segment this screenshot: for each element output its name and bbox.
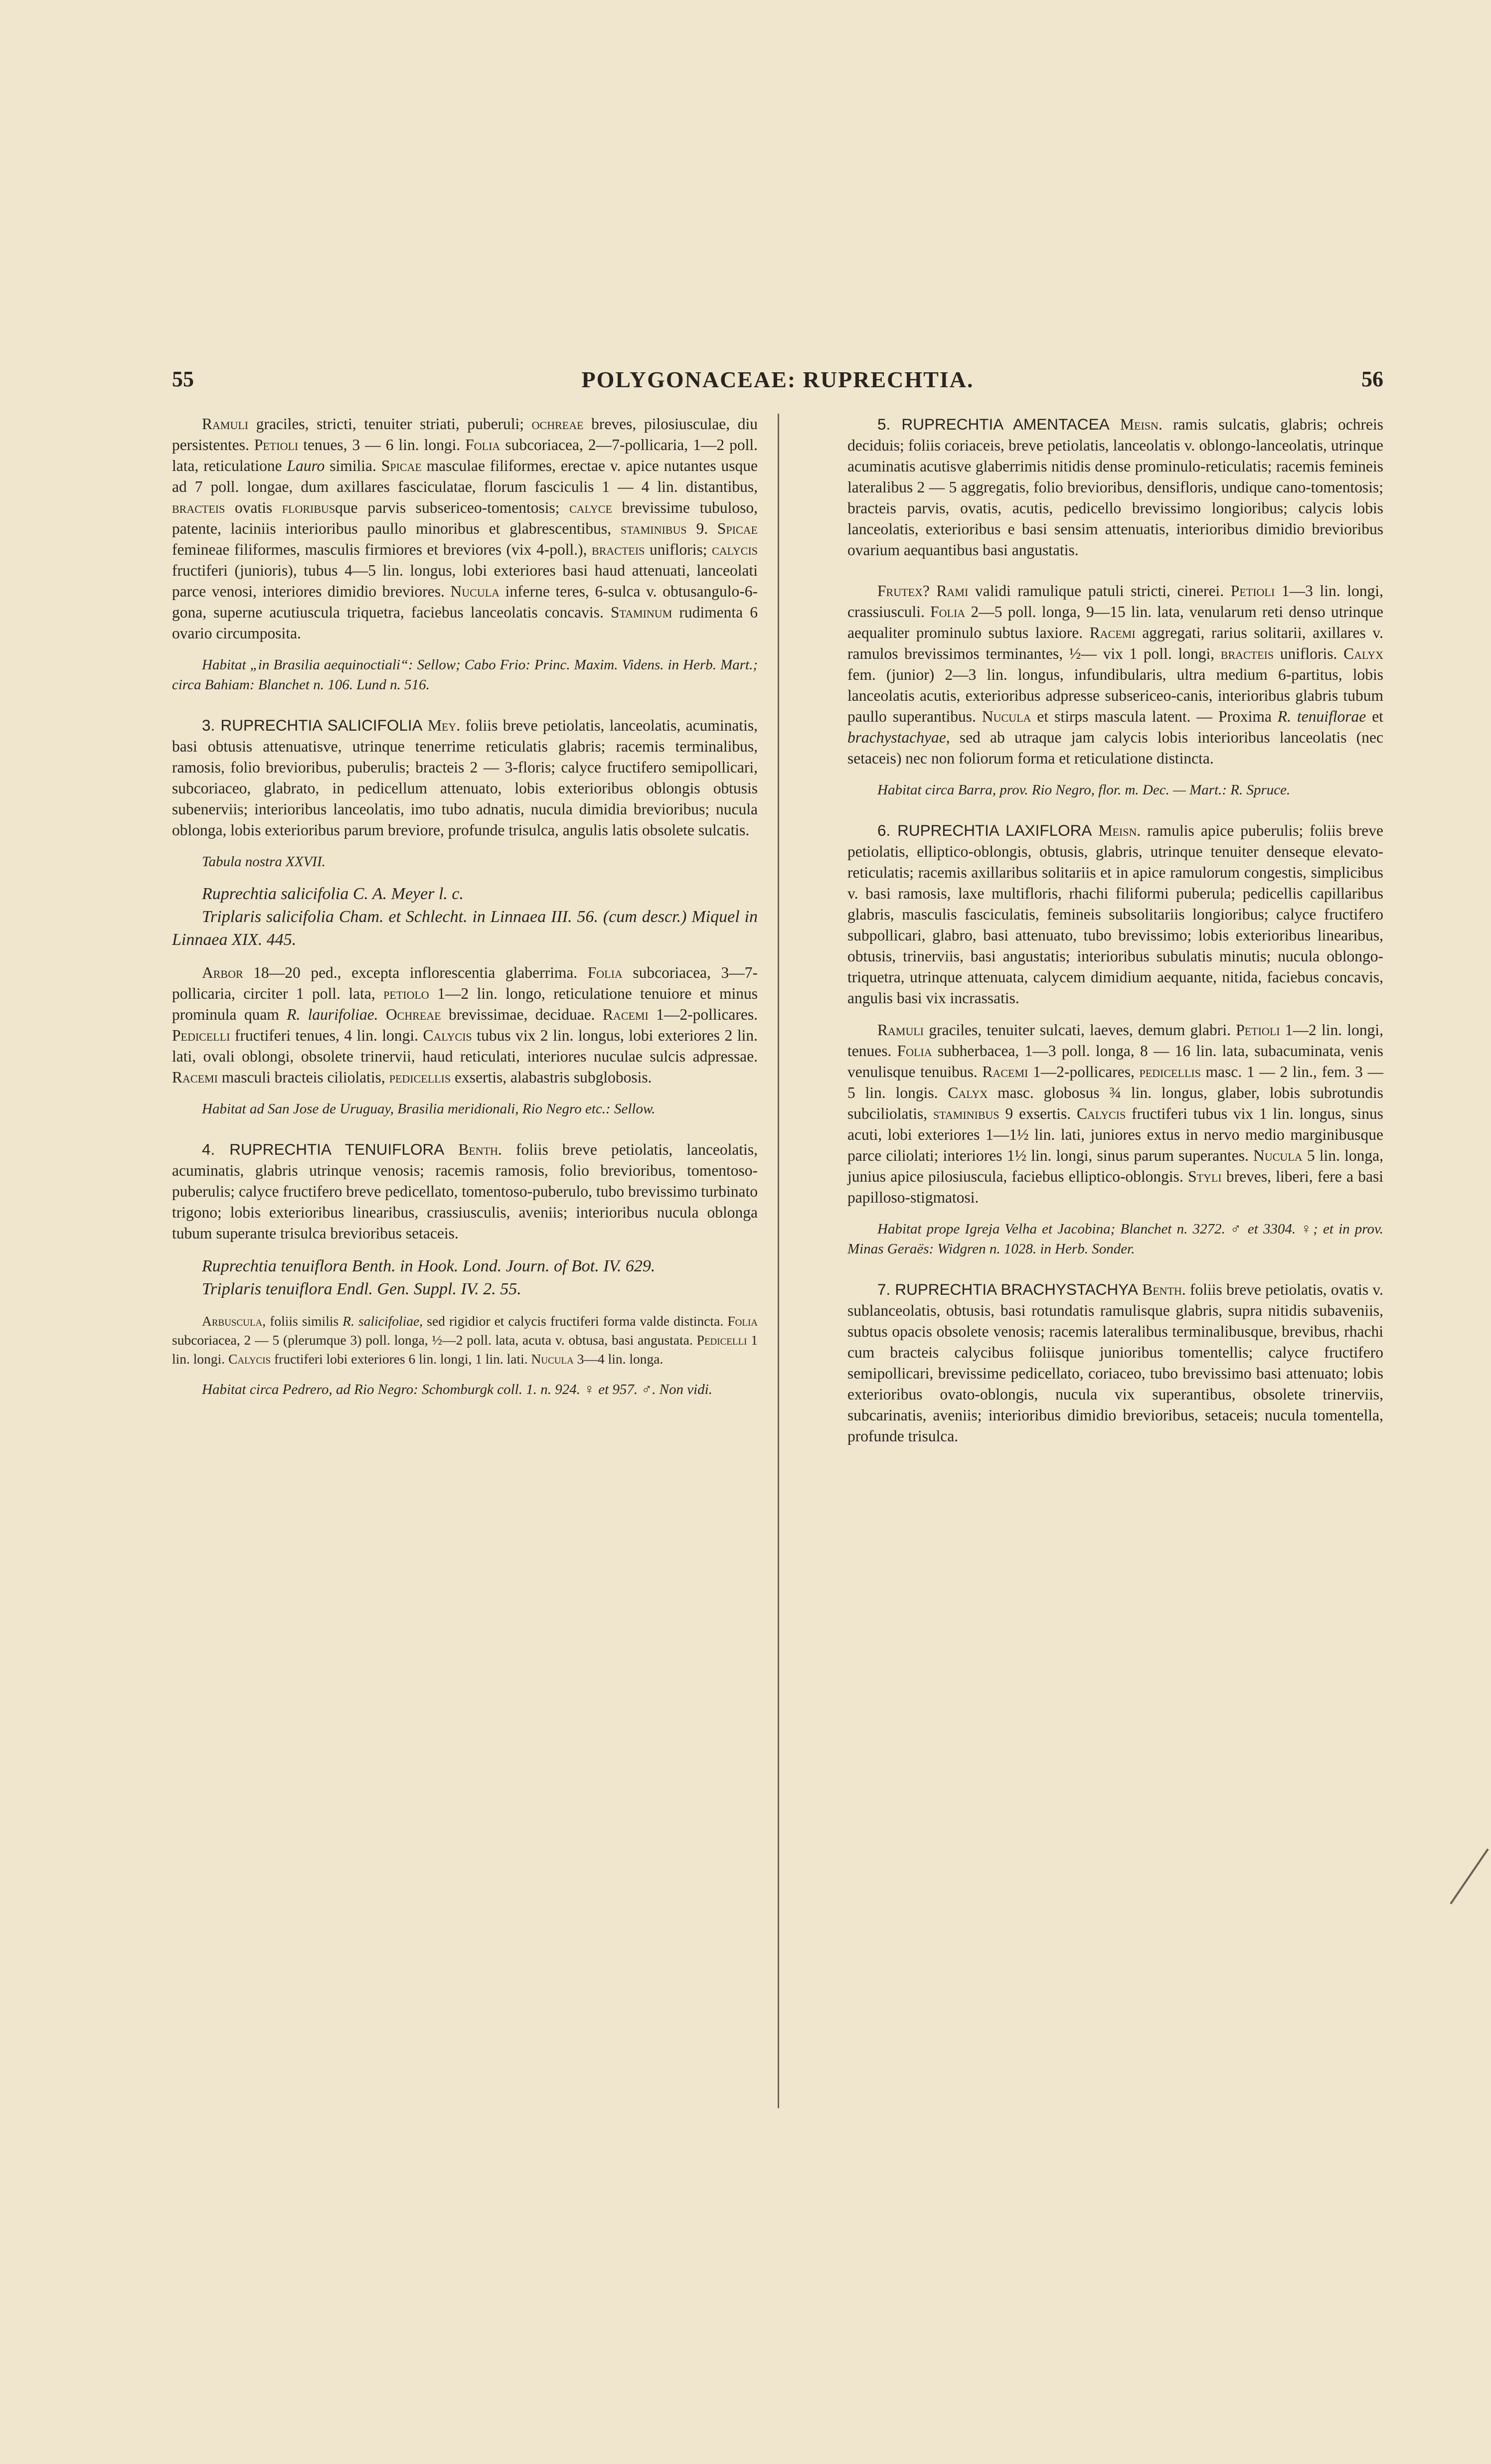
term: ochreae	[531, 415, 584, 433]
term: Folia	[727, 1313, 758, 1329]
term: pedicellis	[389, 1069, 451, 1086]
text-run: ?	[922, 582, 937, 600]
plate-reference: Tabula nostra XXVII.	[202, 854, 326, 870]
term: calycis	[712, 541, 758, 558]
species-5-description	[847, 581, 1383, 769]
taxon-name: R. laurifoliae.	[287, 1006, 378, 1023]
text-run: aggregati, rarius solitarii, axillares v. ramulos brevissimos terminantes, ½— vix 1 poll. longi,	[847, 624, 1383, 662]
text-run: 5 lin. longa, junius apice pilosiuscula, faciebus elliptico-oblongis.	[847, 1147, 1383, 1185]
term: Calyx	[948, 1084, 988, 1101]
species-5-author: Meisn.	[1120, 416, 1162, 433]
text-run: 1—2-pollicares,	[1028, 1063, 1140, 1080]
species-6-text: ramulis apice puberulis; foliis breve petiolatis, elliptico-oblongis, obtusis, glabris, utrinque tenuiter denseque elevato-reticulatis; racemis axillaribus solitariis et in apice ramulorum congestis, simplicibus v. basi ramosis, laxe multifloris, rhachi filiformi puberula; pedicellis capillaribus glabris, masculis fasciculatis, femineis subsolitariis longioribus; calyce fructifero subpollicari, glabro, basi attenuato, tubo brevissimo; lobis exterioribus linearibus, obtusis, trinerviis, basi angustatis; interioribus subulatis minutis; nucula oblongo-triquetra, utrinque attenuata, calycem dimidium aequante, nitida, faciebus concavis, angulis basi vix incrassatis.	[847, 822, 1383, 1007]
term: pedicellis	[1139, 1063, 1201, 1080]
text-run: , sed ab utraque jam calycis lobis interioribus lanceolatis (nec setaceis) nec non foliorum forma et reticulatione distincta.	[847, 729, 1383, 767]
term: Calycis	[423, 1027, 472, 1044]
species-4-text: foliis breve petiolatis, lanceolatis, acuminatis, glabris utrinque venosis; racemis ramosis, folio brevioribus, tomentoso-puberulis; calyce fructifero breve pedicellato, tomentoso-puberulo, tubo brevissimo turbinato trigono; lobis exterioribus linearibus, crassiusculis, aveniis; interioribus nucula oblonga tubum superante trisulca brevioribus setaceis.	[172, 1141, 758, 1242]
text-run: brevissime tubuloso, patente, laciniis interioribus paullo minoribus et glabrescentibus,	[172, 499, 758, 537]
text-run: fructiferi (junioris), tubus 4—5 lin. longus, lobi exteriores basi haud attenuati, lanceolati parce venosi, interiores dimidio breviores.	[172, 562, 758, 600]
text-run: 3—4 lin. longa.	[573, 1351, 663, 1367]
text-run: subcoriacea, 2—7-pollicaria, 1—2 poll. lata, reticulatione	[172, 436, 758, 474]
term: Racemi	[1089, 624, 1136, 641]
column-divider	[778, 414, 779, 2108]
species-3-description	[172, 962, 758, 1088]
species-4-heading: 4. RUPRECHTIA TENUIFLORA	[202, 1140, 445, 1158]
term: Folia	[897, 1042, 932, 1060]
text-run: breves, liberi, fere a basi papilloso-stigmatosi.	[847, 1168, 1383, 1206]
text-run: unifloris.	[1274, 645, 1344, 662]
term: Racemi	[982, 1063, 1028, 1080]
term: Racemi	[172, 1069, 218, 1086]
text-run: que parvis subsericeo-tomentosis;	[335, 499, 570, 516]
species-4-diagnosis	[172, 1139, 758, 1244]
species-4-description	[172, 1312, 758, 1369]
text-run: et	[1366, 708, 1383, 725]
text-run: 1—3 lin. longi, crassiusculi.	[847, 582, 1383, 620]
term: Ochreae	[385, 1006, 441, 1023]
term: staminibus	[620, 520, 687, 537]
text-run: 1 lin. longi.	[172, 1332, 758, 1367]
text-run: graciles, tenuiter sulcati, laeves, demum glabri.	[924, 1021, 1236, 1039]
text-run: fructiferi tenues, 4 lin. longi.	[230, 1027, 423, 1044]
text-run: , sed rigidior et calycis fructiferi forma valde distincta.	[419, 1313, 728, 1329]
term: calyce	[569, 499, 612, 516]
term: Racemi	[602, 1006, 649, 1023]
text-run: masculae filiformes, erectae v. apice nutantes usque ad 7 poll. longae, dum axillares fasciculatae, florum fasciculis 1 — 4 lin. distantibus,	[172, 457, 758, 495]
species-3-author: Mey.	[427, 717, 461, 734]
species-6-author: Meisn.	[1098, 822, 1141, 839]
term: Arbor	[202, 964, 243, 981]
term: Pedicelli	[172, 1027, 230, 1044]
term: floribus	[282, 499, 335, 516]
term: Folia	[930, 603, 966, 620]
term: Rami	[936, 582, 969, 600]
term: Nucula	[982, 708, 1031, 725]
term: Folia	[587, 964, 623, 981]
page-title: POLYGONACEAE: RUPRECHTIA.	[581, 367, 974, 392]
term: Styli	[1188, 1168, 1222, 1185]
page-number-left: 55	[172, 367, 194, 391]
text-run: 9.	[686, 520, 717, 537]
pencil-mark	[1446, 1844, 1491, 1909]
species-4-author: Benth.	[458, 1141, 502, 1158]
text-run: 18—20 ped., excepta inflorescentia glaberrima.	[243, 964, 588, 981]
text-run: breves, pilosiusculae, diu persistentes.	[172, 415, 758, 454]
ramuli-description	[172, 414, 758, 644]
term: Staminum	[610, 604, 672, 621]
species-5-diagnosis	[847, 414, 1383, 561]
species-6-heading: 6. RUPRECHTIA LAXIFLORA	[877, 821, 1092, 839]
taxon-name: brachystachyae	[847, 729, 946, 746]
text-run: masc. 1 — 2 lin., fem. 3 — 5 lin. longis.	[847, 1063, 1384, 1101]
term: staminibus	[933, 1105, 999, 1122]
text-run: rudimenta 6 ovario circumposita.	[172, 604, 758, 642]
term: Nucula	[1253, 1147, 1303, 1164]
text-run: , foliis similis	[262, 1313, 343, 1329]
species-3-heading: 3. RUPRECHTIA SALICIFOLIA	[202, 716, 423, 734]
term: Nucula	[531, 1351, 574, 1367]
text-run: graciles, stricti, tenuiter striati, puberuli;	[248, 415, 532, 433]
text-run: fem. (junior) 2—3 lin. longus, infundibularis, ultra medium 6-partitus, lobis lanceolatis acutis, exterioribus adpresse subsericeo-canis, interioribus glabris tubum paullo superantibus.	[847, 666, 1383, 725]
term: Folia	[465, 436, 500, 454]
text-run: tenues, 3 — 6 lin. longi.	[298, 436, 466, 454]
species-7-text: foliis breve petiolatis, ovatis v. sublanceolatis, obtusis, basi rotundatis ramulisque glabris, supra nitidis subaveniis, subtus opacis obsolete venosis; racemis lateralibus terminalibusque, brevibus, rhachi cum bracteis calycibus foliisque junioribus tomentellis; calyce fructifero semipollicari, brevissime pedicellato, coriaceo, tubo brevissimo basi attenuato; lobis exterioribus ovato-oblongis, nucula vix superantibus, obsolete trinerviis, subcarinatis, aveniis; interioribus dimidio brevioribus, setaceis; nucula tomentella, profunde trisulca.	[847, 1281, 1383, 1445]
species-5-text: ramis sulcatis, glabris; ochreis deciduis; foliis coriaceis, breve petiolatis, lanceolatis v. oblongo-lanceolatis, utrinque acuminatis acutisve glaberrimis nitidis dense prominulo-reticulatis; racemis femineis lateralibus 2 — 5 aggregatis, folio brevioribus, densifloris, undique cano-tomentosis; bracteis parvis, ovatis, acutis, pedicello brevissimo longioribus; calycis lobis lanceolatis, exterioribus e basi sensim attenuatis, interioribus dimidio brevioribus ovarium aequantibus basi angustatis.	[847, 416, 1383, 559]
synonym: Triplaris tenuiflora Endl. Gen. Suppl. IV. 2. 55.	[202, 1280, 521, 1298]
text-run: unifloris;	[645, 541, 712, 558]
term: bracteis	[172, 499, 225, 516]
term: Nucula	[450, 583, 500, 600]
habitat-note: Habitat circa Pedrero, ad Rio Negro: Schomburgk coll. 1. n. 924. ♀ et 957. ♂. Non vidi.	[202, 1382, 712, 1397]
species-3-text: foliis breve petiolatis, lanceolatis, acuminatis, basi obtusis attenuatisve, utrinque tenerrime reticulatis glabris; racemis terminalibus, ramosis, folio brevioribus, puberulis; bracteis 2 — 3-floris; calyce fructifero semipollicari, subcoriaceo, glabrato, in pedicellum attenuato, lobis exterioribus oblongis obtusis subenerviis; interioribus lanceolatis, imo tubo adnatis, nucula dimidia brevioribus; nucula oblonga, lobis exterioribus parum breviore, profunde trisulca, angulis latis obsolete sulcatis.	[172, 717, 758, 839]
text-run: 9 exsertis.	[999, 1105, 1077, 1122]
text-run: ovatis	[225, 499, 282, 516]
term: Calycis	[228, 1351, 271, 1367]
text-run: 2—5 poll. longa, 9—15 lin. lata, venularum reti denso utrinque aequaliter prominulo subtus laxiore.	[847, 603, 1384, 641]
term: Petioli	[1236, 1021, 1280, 1039]
text-run: inferne teres, 6-sulca v. obtusangulo-6-gona, superne acutiuscula triquetra, faciebus lanceolatis concavis.	[172, 583, 758, 621]
synonym: Ruprechtia salicifolia C. A. Meyer l. c.	[202, 885, 464, 903]
text-run: femineae filiformes, masculis firmiores et breviores (vix 4-poll.),	[172, 541, 592, 558]
synonym: Triplaris salicifolia Cham. et Schlecht. in Linnaea III. 56. (cum descr.) Miquel in Linnaea XIX. 445.	[172, 908, 758, 949]
term: Frutex	[877, 582, 923, 600]
term: bracteis	[1220, 645, 1274, 662]
text-run: 1—2 lin. longo, reticulatione tenuiore et minus prominula quam	[172, 985, 758, 1023]
term: petiolo	[383, 985, 429, 1002]
text-run: fructiferi tubus vix 1 lin. longus, sinus acuti, lobi exteriores 1—1½ lin. lati, juniores extus in nervo medio marginibusque parce ciliolati; interiores 1½ lin. longi, sinus parum superantes.	[847, 1105, 1383, 1164]
text-run: validi ramulique patuli stricti, cinerei.	[968, 582, 1231, 600]
text-run: subcoriacea, 3—7-pollicaria, circiter 1 poll. lata,	[172, 964, 758, 1002]
term: Calycis	[1076, 1105, 1126, 1122]
text-run: brevissimae, deciduae.	[441, 1006, 603, 1023]
running-head	[172, 366, 1383, 401]
text-run: masculi bracteis ciliolatis,	[217, 1069, 389, 1086]
taxon-name: R. tenuiflorae	[1277, 708, 1366, 725]
species-6-description	[847, 1020, 1383, 1208]
term: Petioli	[1230, 582, 1275, 600]
species-5-heading: 5. RUPRECHTIA AMENTACEA	[877, 415, 1110, 433]
text-run: masc. globosus ¾ lin. longus, glaber, lobis subrotundis subciliolatis,	[847, 1084, 1383, 1122]
term: Spicae	[717, 520, 758, 537]
text-run: et stirps mascula latent. — Proxima	[1031, 708, 1278, 725]
term: Petioli	[254, 436, 299, 454]
species-3-diagnosis	[172, 715, 758, 841]
left-column	[172, 414, 758, 1399]
species-7-heading: 7. RUPRECHTIA BRACHYSTACHYA	[877, 1280, 1138, 1298]
text-run: exsertis, alabastris subglobosis.	[451, 1069, 652, 1086]
term: Ramuli	[877, 1021, 924, 1039]
habitat-note: Habitat „in Brasilia aequinoctiali“: Sellow; Cabo Frio: Princ. Maxim. Videns. in Herb. Mart.; circa Bahiam: Blanchet n. 106. Lund n. 516.	[172, 657, 758, 693]
term: bracteis	[592, 541, 645, 558]
text-run: 1—2 lin. longi, tenues.	[847, 1021, 1383, 1060]
species-6-diagnosis	[847, 820, 1383, 1009]
text-run	[378, 1006, 386, 1023]
synonym: Ruprechtia tenuiflora Benth. in Hook. Lond. Journ. of Bot. IV. 629.	[202, 1257, 656, 1275]
text-run: similia.	[325, 457, 381, 474]
taxon-name: Lauro	[287, 457, 325, 474]
text-run: fructiferi lobi exteriores 6 lin. longi, 1 lin. lati.	[271, 1351, 531, 1367]
habitat-note: Habitat prope Igreja Velha et Jacobina; Blanchet n. 3272. ♂ et 3304. ♀; et in prov. Minas Geraës: Widgren n. 1028. in Herb. Sonder.	[847, 1221, 1383, 1257]
habitat-note: Habitat circa Barra, prov. Rio Negro, flor. m. Dec. — Mart.: R. Spruce.	[877, 782, 1291, 798]
text-run: 1—2-pollicares.	[648, 1006, 758, 1023]
term: Spicae	[381, 457, 422, 474]
term: Calyx	[1343, 645, 1383, 662]
habitat-note: Habitat ad San Jose de Uruguay, Brasilia meridionali, Rio Negro etc.: Sellow.	[202, 1101, 656, 1117]
term: Pedicelli	[696, 1332, 747, 1348]
species-7-author: Benth.	[1142, 1281, 1186, 1298]
taxon-name: R. salicifoliae	[342, 1313, 420, 1329]
term: Arbuscula	[202, 1313, 263, 1329]
right-column	[847, 414, 1383, 1447]
term: Ramuli	[202, 415, 249, 433]
species-7-diagnosis	[847, 1279, 1383, 1447]
text-run: subcoriacea, 2 — 5 (plerumque 3) poll. longa, ½—2 poll. lata, acuta v. obtusa, basi angustata.	[172, 1332, 697, 1348]
text-run: tubus vix 2 lin. longus, lobi exteriores 2 lin. lati, ovali oblongi, obsolete trinervii, haud reticulati, interiores nuculae sulcis adpressae.	[172, 1027, 758, 1065]
text-run: subherbacea, 1—3 poll. longa, 8 — 16 lin. lata, subacuminata, venis venulisque tenuibus.	[847, 1042, 1383, 1080]
page-number-right: 56	[1361, 367, 1383, 391]
